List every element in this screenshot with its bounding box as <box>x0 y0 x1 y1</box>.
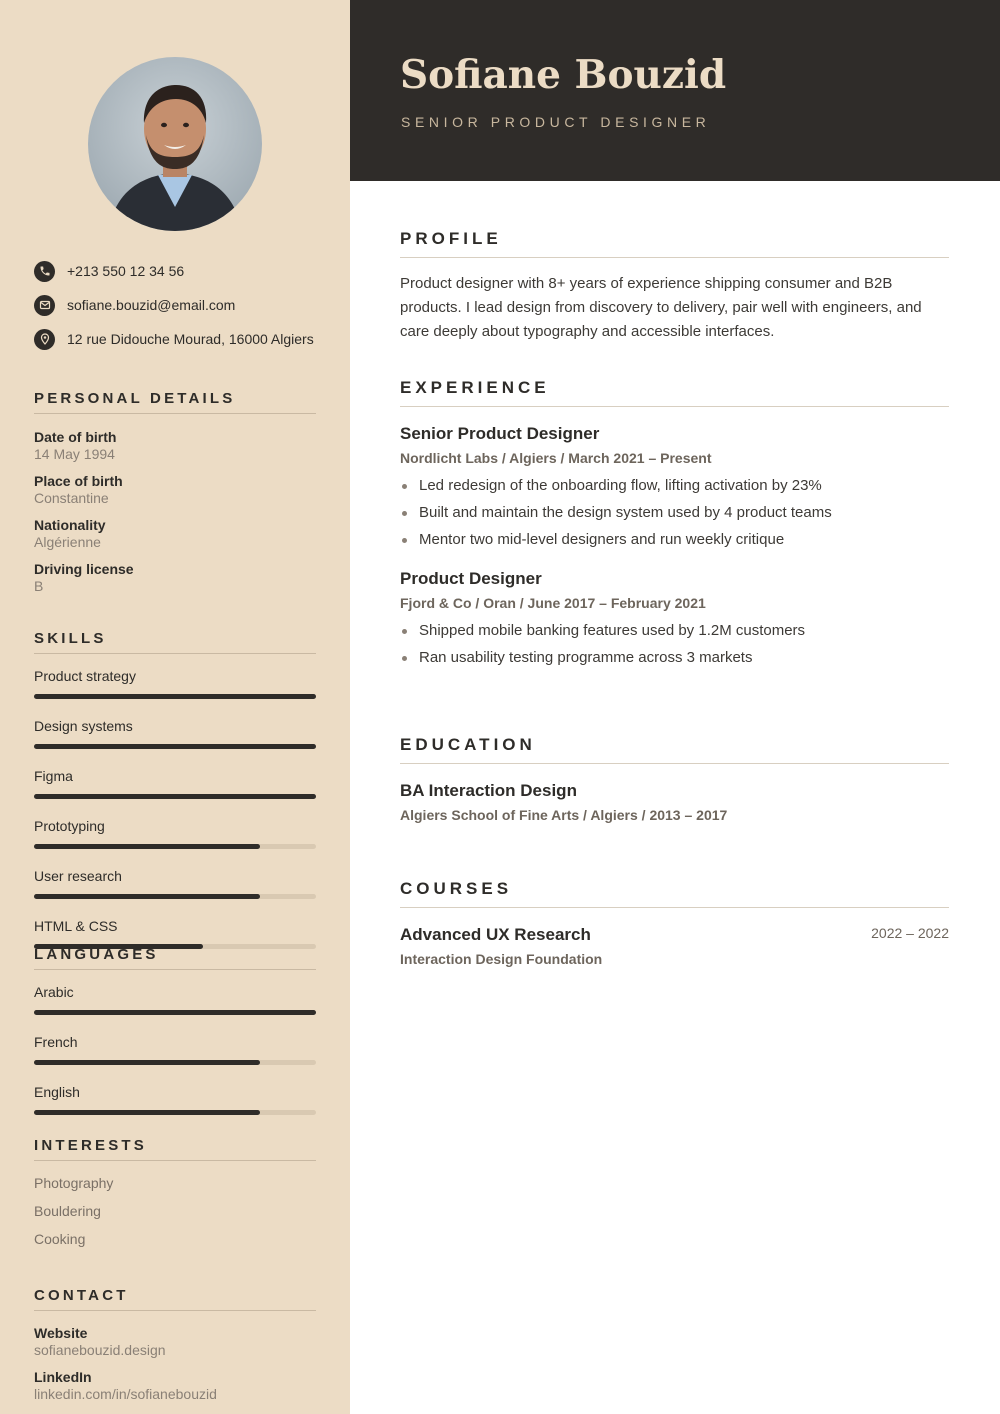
skill-level-fill <box>34 894 260 899</box>
contact-value[interactable]: linkedin.com/in/sofianebouzid <box>34 1386 217 1402</box>
job-bullet: Mentor two mid-level designers and run weekly critique <box>400 531 949 548</box>
skill-level-bar <box>34 794 316 799</box>
contact-heading: CONTACT <box>34 1287 316 1311</box>
language-item <box>34 1084 316 1115</box>
skill-item <box>34 868 316 899</box>
location-pin-icon <box>34 329 55 350</box>
contact-item-website[interactable] <box>34 1325 316 1359</box>
avatar <box>88 57 262 231</box>
skill-level-bar <box>34 694 316 699</box>
job-bullets <box>400 622 949 666</box>
pd-item-driving-license <box>34 561 316 595</box>
language-level-fill <box>34 1010 316 1015</box>
contact-label: LinkedIn <box>34 1369 92 1385</box>
job-bullet: Shipped mobile banking features used by 1.2M customers <box>400 622 949 639</box>
contact-address <box>34 328 334 350</box>
experience-section <box>400 378 949 676</box>
contact-label: Website <box>34 1325 88 1341</box>
resume-header <box>350 0 1000 181</box>
course-entry <box>400 925 949 968</box>
course-title: Advanced UX Research <box>400 925 591 944</box>
job-bullet: Built and maintain the design system used by 4 product teams <box>400 504 949 521</box>
phone-icon <box>34 261 55 282</box>
languages-list <box>34 984 316 1115</box>
language-level-fill <box>34 1060 260 1065</box>
contact-phone[interactable] <box>34 260 334 282</box>
interests-section <box>34 1137 316 1248</box>
course-dates: 2022 – 2022 <box>871 925 949 941</box>
education-meta: Algiers School of Fine Arts / Algiers / 2013 – 2017 <box>400 807 728 823</box>
language-level-bar <box>34 1060 316 1065</box>
pd-value: B <box>34 578 44 594</box>
language-level-fill <box>34 1110 260 1115</box>
skill-item <box>34 718 316 749</box>
pd-item-dob <box>34 429 316 463</box>
contact-item-linkedin[interactable] <box>34 1369 316 1403</box>
job-bullet: Led redesign of the onboarding flow, lifting activation by 23% <box>400 477 949 494</box>
skills-heading: SKILLS <box>34 630 316 654</box>
skill-name: Figma <box>34 768 73 784</box>
skill-level-fill <box>34 694 316 699</box>
pd-label: Place of birth <box>34 473 123 489</box>
personal-details-section <box>34 390 316 595</box>
skills-list <box>34 668 316 949</box>
skill-level-fill <box>34 844 260 849</box>
contact-address-text: 12 rue Didouche Mourad, 16000 Algiers <box>67 331 314 347</box>
contact-section <box>34 1287 316 1403</box>
skills-section <box>34 630 316 949</box>
languages-heading: LANGUAGES <box>34 946 316 970</box>
job-entry <box>400 569 949 666</box>
contact-phone-text: +213 550 12 34 56 <box>67 263 185 279</box>
mail-icon <box>34 295 55 316</box>
skill-name: HTML & CSS <box>34 918 118 934</box>
contact-value[interactable]: sofianebouzid.design <box>34 1342 166 1358</box>
pd-item-nationality <box>34 517 316 551</box>
skill-name: User research <box>34 868 122 884</box>
pd-value: Algérienne <box>34 534 101 550</box>
contact-info-list <box>34 260 334 362</box>
interests-heading: INTERESTS <box>34 1137 316 1161</box>
skill-name: Prototyping <box>34 818 105 834</box>
skill-level-bar <box>34 894 316 899</box>
course-institution: Interaction Design Foundation <box>400 951 603 967</box>
education-heading: EDUCATION <box>400 735 949 764</box>
sidebar <box>0 0 350 1414</box>
education-degree: BA Interaction Design <box>400 781 577 800</box>
job-title: Senior Product Designer <box>400 424 600 443</box>
contact-email[interactable] <box>34 294 334 316</box>
language-level-bar <box>34 1010 316 1015</box>
courses-section <box>400 879 949 968</box>
language-item <box>34 1034 316 1065</box>
job-meta: Nordlicht Labs / Algiers / March 2021 – Present <box>400 450 712 466</box>
job-bullet: Ran usability testing programme across 3 markets <box>400 649 949 666</box>
languages-section <box>34 946 316 1115</box>
pd-item-pob <box>34 473 316 507</box>
profile-text: Product designer with 8+ years of experience shipping consumer and B2B products. I lead design from discovery to delivery, pair well with engineers, and care deeply about typography and accessible interfaces. <box>400 275 922 340</box>
pd-value: 14 May 1994 <box>34 446 115 462</box>
pd-label: Nationality <box>34 517 106 533</box>
language-level-bar <box>34 1110 316 1115</box>
language-name: Arabic <box>34 984 74 1000</box>
courses-heading: COURSES <box>400 879 949 908</box>
contact-email-text: sofiane.bouzid@email.com <box>67 297 236 313</box>
skill-item <box>34 668 316 699</box>
job-entry <box>400 424 949 548</box>
job-title: Product Designer <box>400 569 542 588</box>
language-item <box>34 984 316 1015</box>
pd-label: Driving license <box>34 561 134 577</box>
education-section <box>400 735 949 824</box>
skill-level-fill <box>34 794 316 799</box>
skill-name: Product strategy <box>34 668 136 684</box>
skill-name: Design systems <box>34 718 133 734</box>
language-name: French <box>34 1034 78 1050</box>
skill-item <box>34 918 316 949</box>
profile-heading: PROFILE <box>400 229 949 258</box>
personal-details-heading: PERSONAL DETAILS <box>34 390 316 414</box>
job-meta: Fjord & Co / Oran / June 2017 – February 2021 <box>400 595 706 611</box>
skill-item <box>34 768 316 799</box>
profile-section <box>400 229 949 344</box>
pd-label: Date of birth <box>34 429 117 445</box>
skill-item <box>34 818 316 849</box>
language-name: English <box>34 1084 80 1100</box>
candidate-name: Sofiane Bouzid <box>400 52 727 98</box>
experience-heading: EXPERIENCE <box>400 378 949 407</box>
skill-level-fill <box>34 744 316 749</box>
interest-item: Photography <box>34 1175 114 1191</box>
candidate-title: SENIOR PRODUCT DESIGNER <box>401 114 711 130</box>
skill-level-bar <box>34 744 316 749</box>
pd-value: Constantine <box>34 490 109 506</box>
interest-item: Bouldering <box>34 1203 101 1219</box>
job-bullets <box>400 477 949 548</box>
skill-level-bar <box>34 844 316 849</box>
interest-item: Cooking <box>34 1231 86 1247</box>
